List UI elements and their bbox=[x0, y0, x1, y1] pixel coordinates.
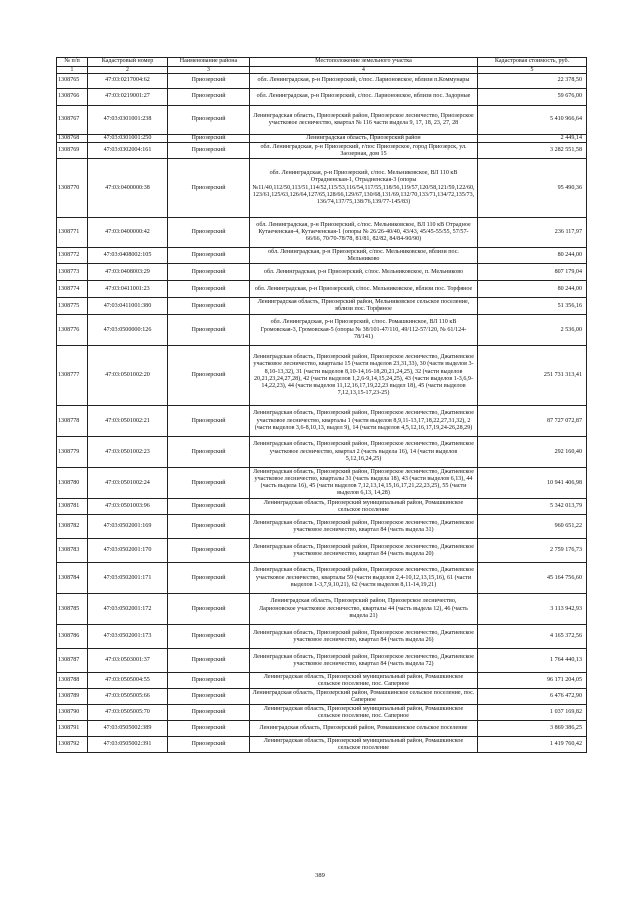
location-text: Ленинградская область, Приозерский район, Приозерское лесничество, Приозерское участковое лесничество, квартал № 116 части выдела 9, 17, 18, 23, 27, 28 bbox=[250, 106, 478, 135]
cadastral-number: 47:03:0502001:169 bbox=[88, 515, 168, 539]
cadastral-number: 47:03:0502001:172 bbox=[88, 594, 168, 625]
location-text: Ленинградская область, Приозерский район, Приозерское лесничество, Джатиевское участковое лесничество, квартал 84 (часть выдела 20) bbox=[250, 539, 478, 563]
location-text: Ленинградская область, Приозерский район, Приозерское лесничество, Джатиевское участковое лесничество, квартал 84 (часть выдела 31) bbox=[250, 515, 478, 539]
table-row bbox=[57, 737, 587, 753]
location-text: Ленинградская область, Приозерский район, Мельниковское сельское поселение, вблизи пос. Торфяное bbox=[250, 298, 478, 315]
district-name: Приозерский bbox=[168, 248, 250, 264]
cadastral-number: 47:03:0501003:96 bbox=[88, 499, 168, 515]
cadastral-number: 47:03:0501002:23 bbox=[88, 437, 168, 468]
district-name: Приозерский bbox=[168, 705, 250, 721]
location-text: Ленинградская область, Приозерский район, Приозерское лесничество, Джатиевское участковое лесничество, кварталы 31 (часть выдела 18), 43 (части выделов 6,13), 44 (часть выдела 16), 45 (части выделов 7,12,13,14,15,16,17,21,22,23,25), 55 (части выделов 6,13, 14,28) bbox=[250, 468, 478, 499]
district-name: Приозерский bbox=[168, 539, 250, 563]
column-number: 5 bbox=[478, 67, 587, 74]
table-row bbox=[57, 625, 587, 649]
col-header-cadastral-number: Кадастровый номер bbox=[88, 58, 168, 67]
cadastral-value: 1 037 169,82 bbox=[478, 705, 587, 721]
table-row bbox=[57, 143, 587, 159]
location-text: обл. Ленинградская, р-н Приозерский, с/пос. Мельниковское, ВЛ 110 кВ Отрадненская-1, Отрадненская-3 (опоры №11/40,112/50,113/51,114/52,115/53,116/54,117/55,118/56,119/57,120/58,121/59,122/60,123/61,125/63,126/64,127/65,128/66,129/67,130/68,131/69,132/70,133/71,134/72,135/73,136/74,137/75,138/76,139/77-145/83) bbox=[250, 159, 478, 218]
location-text: Ленинградская область, Приозерский муниципальный район, Ромашкинское сельское поселение bbox=[250, 737, 478, 753]
district-name: Приозерский bbox=[168, 737, 250, 753]
cadastral-number: 47:03:0302004:161 bbox=[88, 143, 168, 159]
cadastral-number: 47:03:0301001:238 bbox=[88, 106, 168, 135]
location-text: Ленинградская область, Приозерский район, Ромашкинское сельское поселение, пос. Саперное bbox=[250, 689, 478, 705]
cadastral-number: 47:03:0301001:250 bbox=[88, 135, 168, 143]
table-row bbox=[57, 563, 587, 594]
cadastral-number: 47:03:0501002:21 bbox=[88, 406, 168, 437]
table-row bbox=[57, 673, 587, 689]
row-index: 1308772 bbox=[57, 248, 88, 264]
cadastral-number: 47:03:0501002:24 bbox=[88, 468, 168, 499]
location-text: Ленинградская область, Приозерский район, Приозерское лесничество, Джатиевское участковое лесничество, квартал 84 (часть выдела 72) bbox=[250, 649, 478, 673]
row-index: 1308791 bbox=[57, 721, 88, 737]
row-index: 1308792 bbox=[57, 737, 88, 753]
district-name: Приозерский bbox=[168, 721, 250, 737]
col-header-district: Наименование района bbox=[168, 58, 250, 67]
cadastral-number: 47:03:0408002:105 bbox=[88, 248, 168, 264]
table-row bbox=[57, 89, 587, 106]
table-row bbox=[57, 406, 587, 437]
cadastral-number: 47:03:0501002:20 bbox=[88, 346, 168, 406]
cadastral-number: 47:03:0505002:391 bbox=[88, 737, 168, 753]
cadastral-number: 47:03:0411001:23 bbox=[88, 281, 168, 298]
location-text: Ленинградская область, Приозерский район, Приозерское лесничество, Ларионовское участковое лесничество, кварталы 44 (часть выдела 12), 46 (часть выдела 21) bbox=[250, 594, 478, 625]
column-number: 2 bbox=[88, 67, 168, 74]
cadastral-number: 47:03:0505002:389 bbox=[88, 721, 168, 737]
page-number: 389 bbox=[315, 872, 325, 879]
table-row bbox=[57, 346, 587, 406]
table-row bbox=[57, 689, 587, 705]
cadastral-value: 1 764 440,13 bbox=[478, 649, 587, 673]
cadastral-value: 2 536,00 bbox=[478, 315, 587, 346]
column-number: 3 bbox=[168, 67, 250, 74]
col-header-cadastral-value: Кадастровая стоимость, руб. bbox=[478, 58, 587, 67]
table-row bbox=[57, 468, 587, 499]
table-row bbox=[57, 705, 587, 721]
cadastral-value: 2 449,14 bbox=[478, 135, 587, 143]
cadastral-value: 80 244,00 bbox=[478, 281, 587, 298]
table-row bbox=[57, 539, 587, 563]
district-name: Приозерский bbox=[168, 281, 250, 298]
cadastral-number: 47:03:0502001:170 bbox=[88, 539, 168, 563]
district-name: Приозерский bbox=[168, 74, 250, 89]
table-row bbox=[57, 106, 587, 135]
location-text: обл. Ленинградская, р-н Приозерский, с/пос. Ларионовское, вблизи пос. Задорные bbox=[250, 89, 478, 106]
district-name: Приозерский bbox=[168, 649, 250, 673]
row-index: 1308769 bbox=[57, 143, 88, 159]
district-name: Приозерский bbox=[168, 468, 250, 499]
district-name: Приозерский bbox=[168, 143, 250, 159]
district-name: Приозерский bbox=[168, 594, 250, 625]
table-row bbox=[57, 218, 587, 248]
table-row bbox=[57, 281, 587, 298]
cadastral-value: 3 869 386,25 bbox=[478, 721, 587, 737]
location-text: Ленинградская область, Приозерский район, Приозерское лесничество, Джатиевское участковое лесничество, квартал 84 (часть выдела 26) bbox=[250, 625, 478, 649]
table-row bbox=[57, 649, 587, 673]
cadastral-number: 47:03:0400000:42 bbox=[88, 218, 168, 248]
cadastral-value-table bbox=[56, 57, 587, 753]
row-index: 1308781 bbox=[57, 499, 88, 515]
district-name: Приозерский bbox=[168, 264, 250, 281]
cadastral-number: 47:03:0408003:29 bbox=[88, 264, 168, 281]
row-index: 1308789 bbox=[57, 689, 88, 705]
location-text: Ленинградская область, Приозерский район, Приозерское лесничество, Джатиевское участковое лесничество, кварталы 15 (части выделов 23,31,33), 30 (части выделов 3-8,10-13,32), 31 (части выделов 8,10-14,16-18,20,21,24,25), 32 (части выделов 20,21,23,24,27,28), 42 (части выделов 1,2,6-9,14,15,24,25), 43 (части выделов 1-3,6,9-14,22,23), 44 (части выделов 11,12,16,17,19,22,23 выдел 18), 45 (части выделов 7,12,13,15-17,23-25) bbox=[250, 346, 478, 406]
district-name: Приозерский bbox=[168, 346, 250, 406]
district-name: Приозерский bbox=[168, 515, 250, 539]
cadastral-number: 47:03:0505004:55 bbox=[88, 673, 168, 689]
location-text: Ленинградская область, Приозерский район, Приозерское лесничество, Джатиевское участковое лесничество, квартал 2 (часть выдела 16), 14 (части выделов 5,12,16,24,25) bbox=[250, 437, 478, 468]
cadastral-value: 80 244,00 bbox=[478, 248, 587, 264]
row-index: 1308765 bbox=[57, 74, 88, 89]
col-header-index: № п/п bbox=[57, 58, 88, 67]
col-header-location: Местоположение земельного участка bbox=[250, 58, 478, 67]
row-index: 1308767 bbox=[57, 106, 88, 135]
cadastral-number: 47:03:0505005:66 bbox=[88, 689, 168, 705]
location-text: Ленинградская область, Приозерский муниципальный район, Ромашкинское сельское поселение bbox=[250, 499, 478, 515]
cadastral-value: 251 731 313,41 bbox=[478, 346, 587, 406]
cadastral-value: 4 165 372,56 bbox=[478, 625, 587, 649]
district-name: Приозерский bbox=[168, 625, 250, 649]
location-text: обл. Ленинградская, р-н Приозерский, с/пос. Мельниковское, вблизи пос. Мельниково bbox=[250, 248, 478, 264]
district-name: Приозерский bbox=[168, 218, 250, 248]
cadastral-value: 45 164 756,60 bbox=[478, 563, 587, 594]
row-index: 1308770 bbox=[57, 159, 88, 218]
district-name: Приозерский bbox=[168, 135, 250, 143]
district-name: Приозерский bbox=[168, 689, 250, 705]
location-text: Ленинградская область, Приозерский муниципальный район, Ромашкинское сельское поселение, пос. Саперное bbox=[250, 705, 478, 721]
cadastral-value: 96 171 204,05 bbox=[478, 673, 587, 689]
cadastral-number: 47:03:0400000:38 bbox=[88, 159, 168, 218]
cadastral-number: 47:03:0500000:126 bbox=[88, 315, 168, 346]
location-text: обл. Ленинградская, р-н Приозерский, с/пос. Мельниковское, ВЛ 110 кВ Отрадное Кутаеченская-4, Кутаеченская-1 (опоры № 26/26-40/40, 43/43, 45/45-55/55, 57/57-66/66, 70/70-78/78, 81/81, 82/82, 84/84-90/90) bbox=[250, 218, 478, 248]
row-index: 1308784 bbox=[57, 563, 88, 594]
district-name: Приозерский bbox=[168, 159, 250, 218]
row-index: 1308790 bbox=[57, 705, 88, 721]
district-name: Приозерский bbox=[168, 106, 250, 135]
cadastral-value: 5 342 013,79 bbox=[478, 499, 587, 515]
cadastral-number: 47:03:0502001:173 bbox=[88, 625, 168, 649]
cadastral-value: 95 490,36 bbox=[478, 159, 587, 218]
cadastral-number: 47:03:0505005:70 bbox=[88, 705, 168, 721]
district-name: Приозерский bbox=[168, 89, 250, 106]
cadastral-value: 51 356,16 bbox=[478, 298, 587, 315]
row-index: 1308768 bbox=[57, 135, 88, 143]
cadastral-value: 292 160,40 bbox=[478, 437, 587, 468]
location-text: Ленинградская область, Приозерский район bbox=[250, 135, 478, 143]
cadastral-value: 2 759 176,73 bbox=[478, 539, 587, 563]
cadastral-value: 59 676,00 bbox=[478, 89, 587, 106]
row-index: 1308775 bbox=[57, 298, 88, 315]
cadastral-value: 5 410 966,64 bbox=[478, 106, 587, 135]
district-name: Приозерский bbox=[168, 563, 250, 594]
table-row bbox=[57, 315, 587, 346]
row-index: 1308783 bbox=[57, 539, 88, 563]
row-index: 1308771 bbox=[57, 218, 88, 248]
location-text: обл. Ленинградская, р-н Приозерский, с/пос. Мельниковское, вблизи пос. Торфяное bbox=[250, 281, 478, 298]
table-row bbox=[57, 264, 587, 281]
location-text: Ленинградская область, Приозерский муниципальный район, Ромашкинское сельское поселение, пос. Саперное bbox=[250, 673, 478, 689]
row-index: 1308777 bbox=[57, 346, 88, 406]
location-text: Ленинградская область, Приозерский район, Ромашкинское сельское поселение bbox=[250, 721, 478, 737]
column-number-row bbox=[57, 67, 587, 74]
row-index: 1308787 bbox=[57, 649, 88, 673]
cadastral-value: 1 419 760,42 bbox=[478, 737, 587, 753]
location-text: обл. Ленинградская, р-н Приозерский, с/пос. Ларионовское, вблизи п.Коммунары bbox=[250, 74, 478, 89]
district-name: Приозерский bbox=[168, 499, 250, 515]
cadastral-number: 47:03:0503001:37 bbox=[88, 649, 168, 673]
row-index: 1308786 bbox=[57, 625, 88, 649]
cadastral-value: 807 179,04 bbox=[478, 264, 587, 281]
row-index: 1308788 bbox=[57, 673, 88, 689]
row-index: 1308776 bbox=[57, 315, 88, 346]
cadastral-number: 47:03:0411001:380 bbox=[88, 298, 168, 315]
table-row bbox=[57, 248, 587, 264]
header-row bbox=[57, 58, 587, 67]
cadastral-value: 960 651,22 bbox=[478, 515, 587, 539]
table-row bbox=[57, 594, 587, 625]
district-name: Приозерский bbox=[168, 298, 250, 315]
location-text: обл. Ленинградская, р-н Приозерский, г/пос Приозерское, город Приозерск, ул. Заозерная, дом 15 bbox=[250, 143, 478, 159]
column-number: 4 bbox=[250, 67, 478, 74]
row-index: 1308774 bbox=[57, 281, 88, 298]
cadastral-value: 6 476 472,90 bbox=[478, 689, 587, 705]
row-index: 1308766 bbox=[57, 89, 88, 106]
location-text: Ленинградская область, Приозерский район, Приозерское лесничество, Джатиевское участковое лесничество, кварталы 1 (части выделов 8,9,11-13,17,18,22,27,31,32), 2 (части выделов 3,6-8,10,13, выдел 9), 14 (части выделов 4,5,12,16,17,19,24-26,28,29) bbox=[250, 406, 478, 437]
table-row bbox=[57, 437, 587, 468]
cadastral-value: 3 282 551,58 bbox=[478, 143, 587, 159]
district-name: Приозерский bbox=[168, 406, 250, 437]
table-row bbox=[57, 499, 587, 515]
location-text: обл. Ленинградская, р-н Приозерский, с/пос. Ромашкинское, ВЛ 110 кВ Громовская-3, Громовская-5 (опоры № 38/101-47/110, 49/112-57/120, № 61/124-78/141) bbox=[250, 315, 478, 346]
row-index: 1308773 bbox=[57, 264, 88, 281]
column-number: 1 bbox=[57, 67, 88, 74]
cadastral-value: 236 117,97 bbox=[478, 218, 587, 248]
cadastral-number: 47:03:0502001:171 bbox=[88, 563, 168, 594]
table-row bbox=[57, 721, 587, 737]
table-row bbox=[57, 298, 587, 315]
district-name: Приозерский bbox=[168, 673, 250, 689]
row-index: 1308780 bbox=[57, 468, 88, 499]
cadastral-value: 22 378,50 bbox=[478, 74, 587, 89]
row-index: 1308778 bbox=[57, 406, 88, 437]
cadastral-number: 47:03:0217004:62 bbox=[88, 74, 168, 89]
row-index: 1308779 bbox=[57, 437, 88, 468]
table-row bbox=[57, 159, 587, 218]
table-row bbox=[57, 515, 587, 539]
location-text: Ленинградская область, Приозерский район, Приозерское лесничество, Джатиевское участковое лесничество, кварталы 59 (части выделов 2,4-10,12,13,15,16), 61 (части выделов 1-3,7,9,10,21), 62 (части выделов 8,11-14,19,21) bbox=[250, 563, 478, 594]
table-row bbox=[57, 74, 587, 89]
location-text: обл. Ленинградская, р-н Приозерский, с/пос. Мельниковское, п. Мельниково bbox=[250, 264, 478, 281]
row-index: 1308782 bbox=[57, 515, 88, 539]
cadastral-value: 3 113 942,93 bbox=[478, 594, 587, 625]
table-row bbox=[57, 135, 587, 143]
district-name: Приозерский bbox=[168, 315, 250, 346]
cadastral-value: 10 941 406,98 bbox=[478, 468, 587, 499]
row-index: 1308785 bbox=[57, 594, 88, 625]
cadastral-value: 87 727 072,87 bbox=[478, 406, 587, 437]
district-name: Приозерский bbox=[168, 437, 250, 468]
cadastral-number: 47:03:0219001:27 bbox=[88, 89, 168, 106]
